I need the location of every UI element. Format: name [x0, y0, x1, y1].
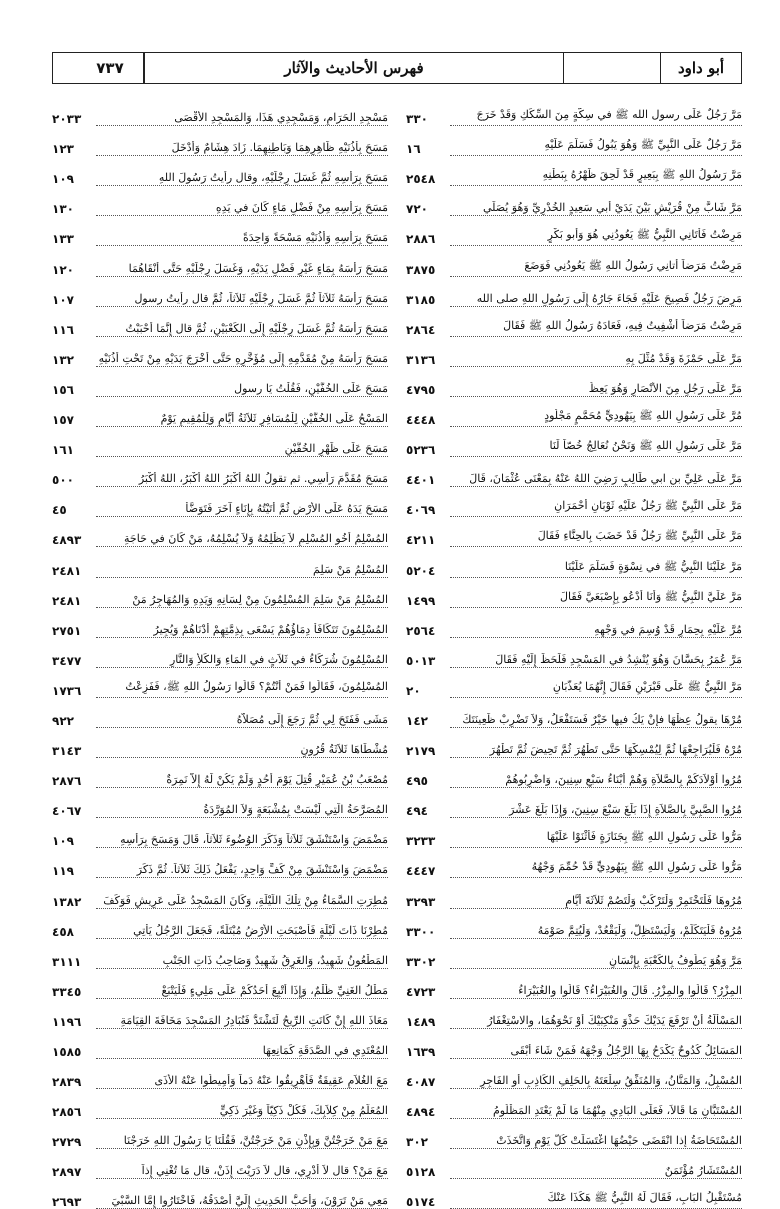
entry-number: ٢٤٨١	[52, 563, 82, 578]
entry-text: المُعَلَّمُ مِنْ كِلاَبِكَ، فَكُلْ ذَكِيّاً وَغَيْرَ ذَكِيٍّ	[96, 1104, 388, 1119]
index-entry	[406, 788, 742, 818]
entry-number: ٢٧٥١	[52, 623, 82, 638]
index-entry	[406, 337, 742, 367]
entry-text: مُرْهَا يقولُ عِظْهَا فإنْ يَكُ فيها خَيْرٌ فَسَتَفْعَلُ، وَلاَ تَضْرِبْ ظَعِينَتَكَ	[450, 713, 742, 728]
entry-number: ٥٠٠	[52, 473, 74, 488]
entry-text: مَرَّ عَلَيْنَا النَّبِيُّ ﷺ في نِسْوَةٍ فَسَلَّمَ عَلَيْنَا	[450, 560, 742, 578]
index-entry	[52, 216, 388, 246]
entry-number: ٢٥٦٤	[406, 623, 436, 638]
entry-number: ٥١٢٨	[406, 1165, 436, 1180]
entry-text: مَسَحَ يَدَهُ عَلَى الأَرْضِ ثُمَّ أَتَيْتُهُ بِإِنَاءٍ آخَرَ فَتَوَضَّأَ	[96, 502, 388, 517]
entry-number: ٣٣٠٢	[406, 954, 436, 969]
entry-number: ٧٢٠	[406, 202, 428, 217]
index-entry	[52, 156, 388, 186]
entry-text: المَطْعُونُ شَهِيدٌ، وَالغَرِقُ شَهِيدٌ وَصَاحِبُ ذَاتِ الجَنْبِ	[96, 954, 388, 969]
entry-text: مَعَ الغُلاَمِ عَقِيقَةٌ فَأَهْرِيقُوا عَنْهُ دَماً وَأَمِيطُوا عَنْهُ الأَذَى	[96, 1074, 388, 1089]
index-entry	[52, 608, 388, 638]
entry-text: مَرَّ رَجُلٌ عَلَى النَّبِيِّ ﷺ وَهُوَ يَبُولُ فَسَلَّمَ عَلَيْهِ	[450, 138, 742, 156]
page	[52, 52, 742, 1209]
header-page-number: ٧٣٧	[77, 53, 144, 83]
index-entry	[52, 246, 388, 276]
entry-number: ١٢٠	[52, 262, 74, 277]
entry-text: مَرِضَ رَجُلٌ فَصِيحَ عَلَيْهِ فَجَاءَ جَارُهُ إِلَى رَسُولِ اللهِ صلى الله	[450, 292, 742, 307]
entry-text: مَرَّ عَلَى النَّبِيِّ ﷺ رَجُلٌ قَدْ خَضَبَ بِالحِنَّاءِ فَقَالَ	[450, 529, 742, 547]
index-entry	[406, 186, 742, 216]
entry-text: مَرِضْتُ فَأَتَانِي النَّبِيُّ ﷺ يَعُودُنِي هُوَ وَأَبو بَكْرٍ	[450, 228, 742, 246]
entry-number: ١١٩٦	[52, 1014, 82, 1029]
index-entry	[52, 1149, 388, 1179]
entry-text: مَرَّ النَّبِيُّ ﷺ عَلَى قَبْرَيْنِ فَقَالَ إِنَّهُمَا يُعَذَّبَانِ	[450, 680, 742, 698]
entry-number: ١٠٩	[52, 172, 74, 187]
index-entry	[406, 878, 742, 908]
entry-number: ٩٢٢	[52, 713, 74, 728]
entry-text: مُرُوهُ فَلْيَتَكَلَّمْ، وَلْيَسْتَظِلَّ، وَلْيَقْعُدْ، وَلْيُتِمَّ صَوْمَهُ	[450, 924, 742, 939]
entry-text: المُسْبِلُ، وَالمَنَّانُ، وَالمُنَفِّقُ سِلْعَتَهُ بِالحَلِفِ الكَاذِبِ أو الفَاجِرِ	[450, 1074, 742, 1089]
entry-text: مَسَحَ مُقَدَّمَ رَأْسِي. ثم تقولُ اللهُ أَكْبَرُ اللهُ أَكْبَرُ، اللهُ أَكْبَرُ	[96, 472, 388, 487]
entry-text: مُشْطَاهَا ثَلاَثَةُ قُرُونٍ	[96, 743, 388, 758]
index-entry	[52, 1029, 388, 1059]
entry-text: المِزْرُ؟ قَالُوا والمِزْرُ. قَالَ والغُبَيْرَاءُ؟ قَالُوا والغُبَيْرَاءُ	[450, 984, 742, 999]
entry-number: ٤٨٩٣	[52, 533, 82, 548]
index-entry	[406, 578, 742, 608]
index-entry	[52, 126, 388, 156]
index-entry	[52, 96, 388, 126]
entry-number: ١٠٩	[52, 834, 74, 849]
entry-number: ٥١٧٤	[406, 1195, 436, 1209]
index-entry	[406, 1179, 742, 1209]
entry-number: ٢٦٩٣	[52, 1195, 82, 1209]
entry-number: ٥٠١٣	[406, 653, 436, 668]
index-entry	[52, 487, 388, 517]
entry-number: ٣١٣٦	[406, 352, 436, 367]
entry-number: ١٥٧	[52, 413, 74, 428]
entry-text: مُرَّ عَلَيْهِ بِحِمَارٍ قَدْ وُسِمَ في وَجْهِهِ	[450, 623, 742, 638]
entry-number: ٢٥٤٨	[406, 172, 436, 187]
index-entry	[52, 397, 388, 427]
entry-number: ١٥٦	[52, 382, 74, 397]
entry-number: ٢٠٣٣	[52, 112, 82, 127]
entry-number: ١٣٨٢	[52, 894, 82, 909]
index-columns	[52, 96, 742, 1209]
entry-text: مَرَّ عَلَى رَسُولِ اللهِ ﷺ وَنَحْنُ نُعَالِجُ خُصّاً لَنَا	[450, 439, 742, 457]
entry-number: ١٤٨٩	[406, 1014, 436, 1029]
right-column	[406, 96, 742, 1209]
entry-text: مَرَّ عُمَرُ بِحَسَّانَ وَهُوَ يُنْشِدُ في المَسْجِدِ فَلَحَظَ إِلَيْهِ فَقَالَ	[450, 653, 742, 668]
entry-number: ٣٣٤٥	[52, 984, 82, 999]
entry-number: ١٤٢	[406, 713, 428, 728]
entry-number: ١٦	[406, 142, 421, 157]
entry-text: المُسْلِمُ مَنْ سَلِمَ	[96, 563, 388, 578]
entry-text: مَرَّ عَلَيَّ النَّبِيُّ ﷺ وَأَنَا أَدْعُو بِإِصْبَعَيَّ فَقَالَ	[450, 590, 742, 608]
index-entry	[406, 1029, 742, 1059]
entry-text: المُسْلِمُ أَخُو المُسْلِمِ لاَ يَظْلِمُهُ وَلاَ يُسْلِمُهُ، مَنْ كَانَ في حَاجَةِ	[96, 532, 388, 547]
entry-number: ٤٥	[52, 503, 67, 518]
entry-text: مَطْلُ الغَنِيِّ ظُلْمٌ، وَإِذَا أُتْبِعَ أَحَدُكُمْ عَلَى مَلِيءٍ فَلْيَتْبَعْ	[96, 984, 388, 999]
entry-text: مُرُوهَا فَلْتَخْتَمِرْ وَلْتَرْكَبْ وَلْتَصُمْ ثَلاَثَةَ أَيَّامٍ	[450, 894, 742, 909]
index-entry	[52, 969, 388, 999]
entry-text: مَسَحَ بِرَأْسِهِ ثُمَّ غَسَلَ رِجْلَيْهِ، وقال رأيتُ رَسُولَ اللهِ	[96, 171, 388, 186]
index-entry	[406, 216, 742, 246]
entry-number: ٥٢٠٤	[406, 563, 436, 578]
entry-text: مُرُوا أَوْلاَدَكُمْ بِالصَّلاَةِ وَهُمْ أَبْنَاءُ سَبْعِ سِنِينَ، وَاضْرِبُوهُمْ	[450, 773, 742, 788]
entry-text: مَرَّ عَلَى النَّبِيِّ ﷺ رَجُلٌ عَلَيْهِ ثَوْبَانِ أَحْمَرَانِ	[450, 499, 742, 517]
entry-text: مَرَّ عَلَى عَلِيِّ بن ابي طَالِبٍ رَضِيَ اللهُ عَنْهُ بِمَعْنَى عُثْمَانَ، قَالَ	[450, 472, 742, 487]
index-entry	[406, 427, 742, 457]
entry-number: ١٢٣	[52, 142, 74, 157]
index-entry	[52, 758, 388, 788]
entry-number: ٣١١١	[52, 954, 82, 969]
entry-text: مُرُوا الصَّبِيَّ بِالصَّلاَةِ إِذَا بَلَغَ سَبْعَ سِنِينَ، وَإِذَا بَلَغَ عَشْرَ	[450, 803, 742, 818]
entry-number: ٢٨٩٧	[52, 1165, 82, 1180]
entry-number: ٣٣٠٠	[406, 924, 436, 939]
index-entry	[406, 969, 742, 999]
entry-text: مَسَحَ رَأْسَهُ ثُمَّ غَسَلَ رِجْلَيْهِ إِلَى الكَعْبَيْنِ، ثُمَّ قال إِنَّمَا أَحْبَبْتُ	[96, 322, 388, 337]
index-entry	[52, 517, 388, 547]
entry-text: مُطِرَتِ السَّمَاءُ مِنْ تِلْكَ اللَّيْلَةِ، وَكَانَ المَسْجِدُ عَلَى عَرِيشٍ فَوَكَفَ	[96, 894, 388, 909]
entry-text: مَسَحَ رَأْسَهُ مِنْ مُقَدَّمِهِ إِلَى مُؤَخَّرِهِ حَتَّى أَخْرَجَ يَدَيْهِ مِنْ تَحْتِ أُذُنَيْهِ	[96, 352, 388, 367]
entry-number: ١١٩	[52, 864, 74, 879]
entry-text: مَعَاذَ اللهِ إِنْ كَانَتِ الرِّيحُ لَتَشْتَدُّ فَنُبَادِرُ المَسْجِدَ مَخَافَةَ القِيَامَةِ	[96, 1014, 388, 1029]
index-entry	[52, 999, 388, 1029]
entry-number: ١٦٣٩	[406, 1045, 436, 1059]
entry-number: ١٣٢	[52, 352, 74, 367]
entry-text: المُسْتَشَارُ مُؤْتَمَنٌ	[450, 1164, 742, 1179]
entry-number: ٤٧٩٥	[406, 382, 436, 397]
entry-text: مَرَّ رَسُولُ اللهِ ﷺ بِبَعِيرٍ قَدْ لَحِقَ ظَهْرُهُ بِبَطْنِهِ	[450, 168, 742, 186]
entry-text: مَرُّوا عَلَى رَسُولِ اللهِ ﷺ بِجَنَازَةٍ فَأَثْنَوْا عَلَيْهَا	[450, 830, 742, 848]
index-entry	[406, 939, 742, 969]
index-entry	[52, 1119, 388, 1149]
entry-text: مَسَحَ عَلَى ظَهْرِ الخُفَّيْنِ	[96, 442, 388, 457]
index-entry	[52, 848, 388, 878]
entry-number: ٤٤٠١	[406, 473, 436, 488]
index-entry	[406, 126, 742, 156]
index-entry	[52, 578, 388, 608]
index-entry	[52, 909, 388, 939]
index-entry	[406, 517, 742, 547]
entry-number: ٣٠٢	[406, 1135, 428, 1150]
entry-number: ٢٨٥٦	[52, 1105, 82, 1120]
entry-text: المُصَرَّحَةُ الَّتِي لَيْسَتْ بِمُشْبَعَةٍ وَلاَ المُوَرَّدَةُ	[96, 803, 388, 818]
index-entry	[406, 487, 742, 517]
index-entry	[406, 156, 742, 186]
entry-text: مَضْمَضَ وَاسْتَنْشَقَ مِنْ كَفٍّ وَاحِدٍ، يَفْعَلُ ذَلِكَ ثَلاَثاً. ثُمَّ ذَكَرَ	[96, 863, 388, 878]
page-header	[52, 52, 742, 84]
entry-number: ٣٣٠	[406, 112, 428, 127]
entry-text: مَسَحَ بِرَأْسِهِ مِنْ فَضْلِ مَاءٍ كَانَ في يَدِهِ	[96, 201, 388, 216]
index-entry	[406, 246, 742, 276]
index-entry	[52, 939, 388, 969]
entry-text: مُسْتَقْبِلُ البَابِ، فَقَالَ لَهُ النَّبِيُّ ﷺ هَكَذَا عَنْكَ	[450, 1191, 742, 1209]
index-entry	[52, 668, 388, 698]
entry-text: مَرَّ عَلَى رَجُلٍ مِنَ الأَنْصَارِ وَهُوَ يَعِظُ	[450, 382, 742, 397]
entry-number: ٣١٤٣	[52, 744, 82, 759]
entry-number: ٣٤٧٧	[52, 653, 82, 668]
entry-text: مَسَحَ عَلَى الخُفَّيْنِ، فَقُلْتُ يَا رسول	[96, 382, 388, 397]
entry-text: المُسْلِمُ مَنْ سَلِمَ المُسْلِمُونَ مِنْ لِسَانِهِ وَيَدِهِ وَالمُهَاجِرُ مَنْ	[96, 593, 388, 608]
index-entry	[52, 728, 388, 758]
header-author: أبو داود	[660, 53, 741, 83]
entry-number: ١٥٨٥	[52, 1045, 82, 1059]
entry-text: مَسَحَ رَأْسَهُ بِمَاءٍ غَيْرِ فَضْلِ يَدَيْهِ، وَغَسَلَ رِجْلَيْهِ حَتَّى أَنْقَاهُمَا	[96, 262, 388, 277]
entry-number: ١٠٧	[52, 292, 74, 307]
entry-text: مَرَّ وَهُوَ يَطُوفُ بِالكَعْبَةِ بِإِنْسَانٍ	[450, 954, 742, 969]
entry-text: المُسْلِمُونَ، فَقَالُوا فَمَنْ أَنْتُمْ؟ قَالُوا رَسُولُ اللهِ ﷺ، فَفَزِعْتُ	[96, 680, 388, 698]
entry-text: مَعِي مَنْ تَرَوْنَ، وَأَحَبُّ الحَدِيثِ إِلَيَّ أَصْدَقُهُ، فَاخْتَارُوا إِمَّا السَّبْيَ	[96, 1194, 388, 1209]
entry-number: ٢٨٦٤	[406, 322, 436, 337]
entry-text: مَسَحَ رَأْسَهُ ثَلاَثاً ثُمَّ غَسَلَ رِجْلَيْهِ ثَلاَثاً، ثُمَّ قال رأيتُ رسول	[96, 292, 388, 307]
entry-text: مُطِرْنَا ذَاتَ لَيْلَةٍ فَأَصْبَحَتِ الأَرْضُ مُبْتَلَّةً، فَجَعَلَ الرَّجُلُ يَأْتِي	[96, 924, 388, 939]
index-entry	[52, 547, 388, 577]
index-entry	[52, 878, 388, 908]
index-entry	[52, 307, 388, 337]
entry-number: ١٦١	[52, 443, 74, 458]
index-entry	[406, 367, 742, 397]
index-entry	[52, 1179, 388, 1209]
index-entry	[406, 397, 742, 427]
entry-text: المُسْتَحَاضَةُ إذا انْقَضَى حَيْضُهَا اغْتَسَلَتْ كُلَّ يَوْمٍ وَاتَّخَذَتْ	[450, 1134, 742, 1149]
entry-number: ١٣٠	[52, 202, 74, 217]
entry-number: ٤٤٤٨	[406, 413, 436, 428]
header-edge-cell	[53, 53, 77, 83]
entry-text: مُرَّ عَلَى رَسُولِ اللهِ ﷺ بِيَهُودِيٍّ مُحَمَّمٍ مَجْلُودٍ	[450, 409, 742, 427]
entry-number: ٤٥٨	[52, 924, 74, 939]
entry-number: ٣٨٧٥	[406, 262, 436, 277]
index-entry	[52, 367, 388, 397]
index-entry	[406, 1119, 742, 1149]
index-entry	[52, 638, 388, 668]
entry-number: ٤٤٤٧	[406, 864, 436, 879]
index-entry	[52, 1089, 388, 1119]
entry-number: ٢٧٢٩	[52, 1135, 82, 1150]
index-entry	[406, 728, 742, 758]
entry-text: مَسَحَ بِرَأْسِهِ وَأُذُنَيْهِ مَسْحَةً وَاحِدَةً	[96, 231, 388, 246]
entry-number: ٢١٧٩	[406, 744, 436, 759]
entry-text: مَعَ مَنْ خَرَجْتُنَّ وَبِإِذْنِ مَنْ خَرَجْتُنَّ، فَقُلْنَا يَا رَسُولَ اللهِ خَرَجْنَا	[96, 1134, 388, 1149]
index-entry	[406, 307, 742, 337]
entry-number: ٤٠٨٧	[406, 1075, 436, 1090]
entry-number: ٢٠	[406, 683, 421, 698]
index-entry	[406, 1149, 742, 1179]
header-blank-cell	[563, 53, 660, 83]
entry-text: مَشَى فَفَتَحَ لِي ثُمَّ رَجَعَ إِلَى مُصَلاَّهُ	[96, 713, 388, 728]
index-entry	[52, 818, 388, 848]
entry-text: مَرَّ شَابٌّ مِنْ قُرَيْشٍ بَيْنَ يَدَيْ أبي سَعِيدٍ الخُدْرِيِّ وَهُوَ يُصَلِّي	[450, 201, 742, 216]
index-entry	[406, 818, 742, 848]
entry-text: مَرَّ عَلَى حَمْزَةَ وَقَدْ مُثِّلَ بِهِ	[450, 352, 742, 367]
entry-number: ٤٠٦٧	[52, 804, 82, 819]
index-entry	[52, 788, 388, 818]
entry-number: ٤٠٦٩	[406, 503, 436, 518]
entry-text: مَعَ مَنْ؟ قال لاَ أَدْرِي، قال لاَ دَرَيْتَ إِذَنْ، قال مَا تُغْنِي إِذاً	[96, 1164, 388, 1179]
index-entry	[52, 698, 388, 728]
entry-number: ٤٩٤	[406, 804, 428, 819]
index-entry	[406, 758, 742, 788]
entry-text: مَرِضْتُ مَرَضاً أَتانِي رَسُولُ اللهِ ﷺ يَعُودُنِي فَوَضَعَ	[450, 259, 742, 277]
entry-number: ٢٤٨١	[52, 593, 82, 608]
entry-number: ١٣٣	[52, 232, 74, 247]
index-entry	[406, 698, 742, 728]
entry-number: ٣١٨٥	[406, 292, 436, 307]
entry-number: ١٤٩٩	[406, 593, 436, 608]
entry-text: مَرِضْتُ مَرَضاً أُشْفِيتُ فِيهِ، فَعَادَهُ رَسُولُ اللهِ ﷺ فَقَالَ	[450, 319, 742, 337]
index-entry	[406, 848, 742, 878]
index-entry	[52, 1059, 388, 1089]
left-column	[52, 96, 388, 1209]
entry-number: ٤٩٥	[406, 774, 428, 789]
entry-number: ٣٢٣٣	[406, 834, 436, 849]
entry-number: ٢٨٧٦	[52, 774, 82, 789]
entry-text: مَرَّ رَجُلٌ عَلَى رسول الله ﷺ في سِكَّةٍ مِنَ السِّكَكِ وَقَدْ خَرَجَ	[450, 108, 742, 126]
header-title: فهرس الأحاديث والآثار	[144, 53, 563, 83]
index-entry	[406, 1089, 742, 1119]
index-entry	[52, 277, 388, 307]
index-entry	[52, 457, 388, 487]
entry-number: ٥٢٣٦	[406, 443, 436, 458]
entry-text: مُرْهُ فَلْيُرَاجِعْهَا ثُمَّ لِيُمْسِكْهَا حَتَّى تَطْهُرَ ثُمَّ تَحِيضَ ثُمَّ تَطْهُرَ	[450, 743, 742, 758]
entry-text: المُعْتَدِي في الصَّدَقَةِ كَمَانِعِهَا	[96, 1044, 388, 1059]
entry-text: المَسْأَلَةُ أَنْ تَرْفَعَ يَدَيْكَ حَذْوَ مَنْكِبَيْكَ أَوْ نَحْوَهُمَا، والاسْتِغْفَارُ	[450, 1014, 742, 1029]
index-entry	[406, 608, 742, 638]
entry-text: مَسْجِدِ الحَرَامِ، وَمَسْجِدِي هَذَا، وَالمَسْجِدِ الأَقْصَى	[96, 111, 388, 126]
entry-text: المَسْحُ عَلَى الخُفَّيْنِ لِلْمُسَافِرِ ثَلاَثَةُ أَيَّامٍ وَلِلْمُقِيمِ يَوْمٌ	[96, 412, 388, 427]
entry-number: ١٧٣٦	[52, 683, 82, 698]
entry-text: المُسْتَبَّانِ مَا قَالاَ، فَعَلَى البَادِي مِنْهُمَا مَا لَمْ يَعْتَدِ المَظْلُومُ	[450, 1104, 742, 1119]
entry-number: ٣٢٩٣	[406, 894, 436, 909]
index-entry	[52, 427, 388, 457]
index-entry	[406, 999, 742, 1029]
index-entry	[406, 909, 742, 939]
entry-text: مَسَحَ بِأُذُنَيْهِ ظَاهِرِهِمَا وَبَاطِنِهِمَا. زَادَ هِشَامٌ وَأَدْخَلَ	[96, 141, 388, 156]
entry-number: ١١٦	[52, 322, 74, 337]
entry-number: ٢٨٣٩	[52, 1075, 82, 1090]
entry-number: ٤٧٢٣	[406, 984, 436, 999]
index-entry	[406, 638, 742, 668]
entry-number: ٤٨٩٤	[406, 1105, 436, 1120]
entry-text: المُسْلِمُونَ تَتَكَافَأُ دِمَاؤُهُمْ يَسْعَى بِذِمَّتِهِمْ أَدْنَاهُمْ وَيُجِيرُ	[96, 623, 388, 638]
index-entry	[52, 337, 388, 367]
entry-text: مَرُّوا عَلَى رَسُولِ اللهِ ﷺ بِيَهُودِيٍّ قَدْ حُمِّمَ وَجْهُهُ	[450, 860, 742, 878]
entry-text: المُسْلِمُونَ شُرَكَاءُ في ثَلاَثٍ في المَاءِ وَالكَلأِ وَالنَّارِ	[96, 653, 388, 668]
entry-text: مُصْعَبُ بْنُ عُمَيْرٍ قُتِلَ يَوْمَ أُحُدٍ وَلَمْ يَكُنْ لَهُ إِلاَّ نَمِرَةٌ	[96, 773, 388, 788]
entry-text: المَسَائِلُ كُدُوحٌ يَكْدَحُ بِهَا الرَّجُلُ وَجْهَهُ فَمَنْ شَاءَ أَبْقَى	[450, 1044, 742, 1059]
entry-number: ٤٢١١	[406, 533, 436, 548]
entry-text: مَضْمَضَ وَاسْتَنْشَقَ ثَلاَثاً وَذَكَرَ الوُضُوءَ ثَلاَثاً، قَالَ وَمَسَحَ بِرَأْسِهِ	[96, 833, 388, 848]
index-entry	[406, 277, 742, 307]
index-entry	[406, 457, 742, 487]
index-entry	[406, 96, 742, 126]
index-entry	[52, 186, 388, 216]
index-entry	[406, 668, 742, 698]
entry-number: ٢٨٨٦	[406, 232, 436, 247]
index-entry	[406, 547, 742, 577]
index-entry	[406, 1059, 742, 1089]
